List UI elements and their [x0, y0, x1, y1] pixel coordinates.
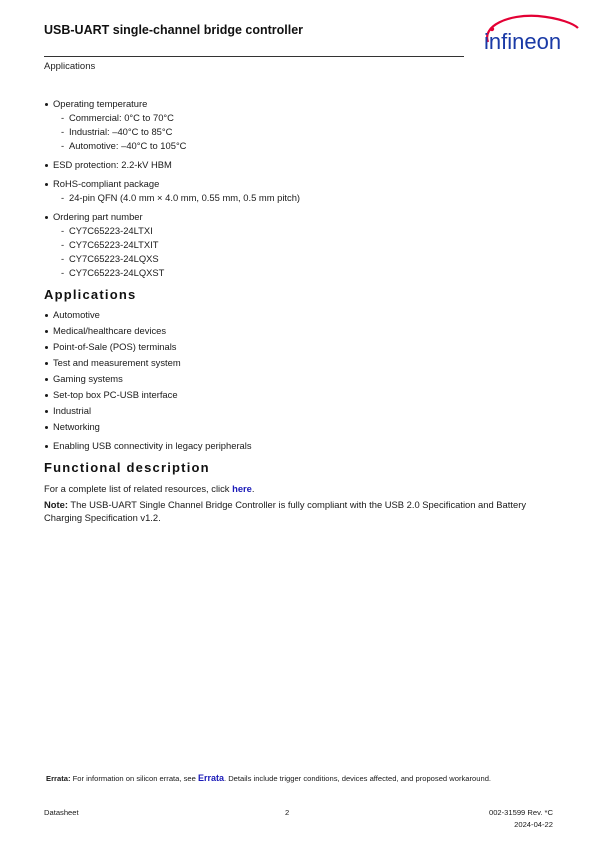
applications-list	[44, 308, 252, 455]
note-text: The USB-UART Single Channel Bridge Controller is fully compliant with the USB 2.0 Specification and Battery Charging Specification v1.2.	[44, 499, 527, 523]
note-paragraph	[44, 498, 544, 524]
sub-item-automotive: - Automotive: –40°C to 105°C	[53, 139, 300, 153]
list-item: Automotive	[44, 308, 252, 322]
infineon-logo	[478, 12, 582, 56]
list-item: Industrial	[44, 404, 252, 418]
functional-description-heading: Functional description	[44, 460, 210, 475]
errata-link[interactable]: Errata	[197, 773, 224, 783]
sub-item-part-ltxit: - CY7C65223-24LTXIT	[53, 238, 300, 252]
list-item: Gaming systems	[44, 372, 252, 386]
resources-suffix: .	[251, 483, 255, 494]
running-section-label: Applications	[44, 61, 96, 72]
list-item: Networking	[44, 420, 252, 434]
footer-date: 2024-04-22	[514, 820, 553, 829]
list-item-label: RoHS-compliant package	[53, 178, 160, 189]
footer-page-number: 2	[285, 808, 290, 817]
errata-text: For information on silicon errata, see	[70, 774, 198, 783]
list-item: Medical/healthcare devices	[44, 324, 252, 338]
resources-link[interactable]: here	[232, 483, 252, 494]
footer-doc-number: 002-31599 Rev. *C	[488, 808, 553, 817]
errata-suffix: . Details include trigger conditions, devices affected, and proposed workaround.	[223, 774, 492, 783]
list-item: Point-of-Sale (POS) terminals	[44, 340, 252, 354]
list-item-esd	[44, 158, 300, 172]
errata-label: Errata:	[46, 774, 71, 783]
list-item: Enabling USB connectivity in legacy peripherals	[44, 439, 252, 453]
list-item: Set-top box PC-USB interface	[44, 388, 252, 402]
resources-text: For a complete list of related resources, click	[44, 483, 233, 494]
resources-paragraph	[44, 482, 544, 495]
list-item-operating-temperature	[44, 97, 300, 153]
list-item-label: ESD protection: 2.2-kV HBM	[53, 159, 172, 170]
sub-item-part-lqxst: - CY7C65223-24LQXST	[53, 266, 300, 280]
sub-item-qfn: - 24-pin QFN (4.0 mm × 4.0 mm, 0.55 mm, 0.5 mm pitch)	[53, 191, 300, 205]
footer-doc-type: Datasheet	[44, 808, 79, 817]
sub-item-part-lqxs: - CY7C65223-24LQXS	[53, 252, 300, 266]
applications-heading: Applications	[44, 287, 137, 302]
logo-wordmark: infineon	[484, 29, 562, 54]
sub-item-commercial: - Commercial: 0°C to 70°C	[53, 111, 300, 125]
sub-item-part-ltxi: - CY7C65223-24LTXI	[53, 224, 300, 238]
list-item: Test and measurement system	[44, 356, 252, 370]
header-divider	[44, 56, 464, 57]
errata-notice	[46, 773, 491, 783]
list-item-label: Operating temperature	[53, 98, 148, 109]
list-item-ordering	[44, 210, 300, 280]
note-label: Note:	[44, 499, 68, 510]
sub-item-industrial: - Industrial: –40°C to 85°C	[53, 125, 300, 139]
features-list	[44, 97, 300, 285]
document-title: USB-UART single-channel bridge controller	[44, 23, 304, 37]
list-item-package	[44, 177, 300, 205]
list-item-label: Ordering part number	[53, 211, 143, 222]
